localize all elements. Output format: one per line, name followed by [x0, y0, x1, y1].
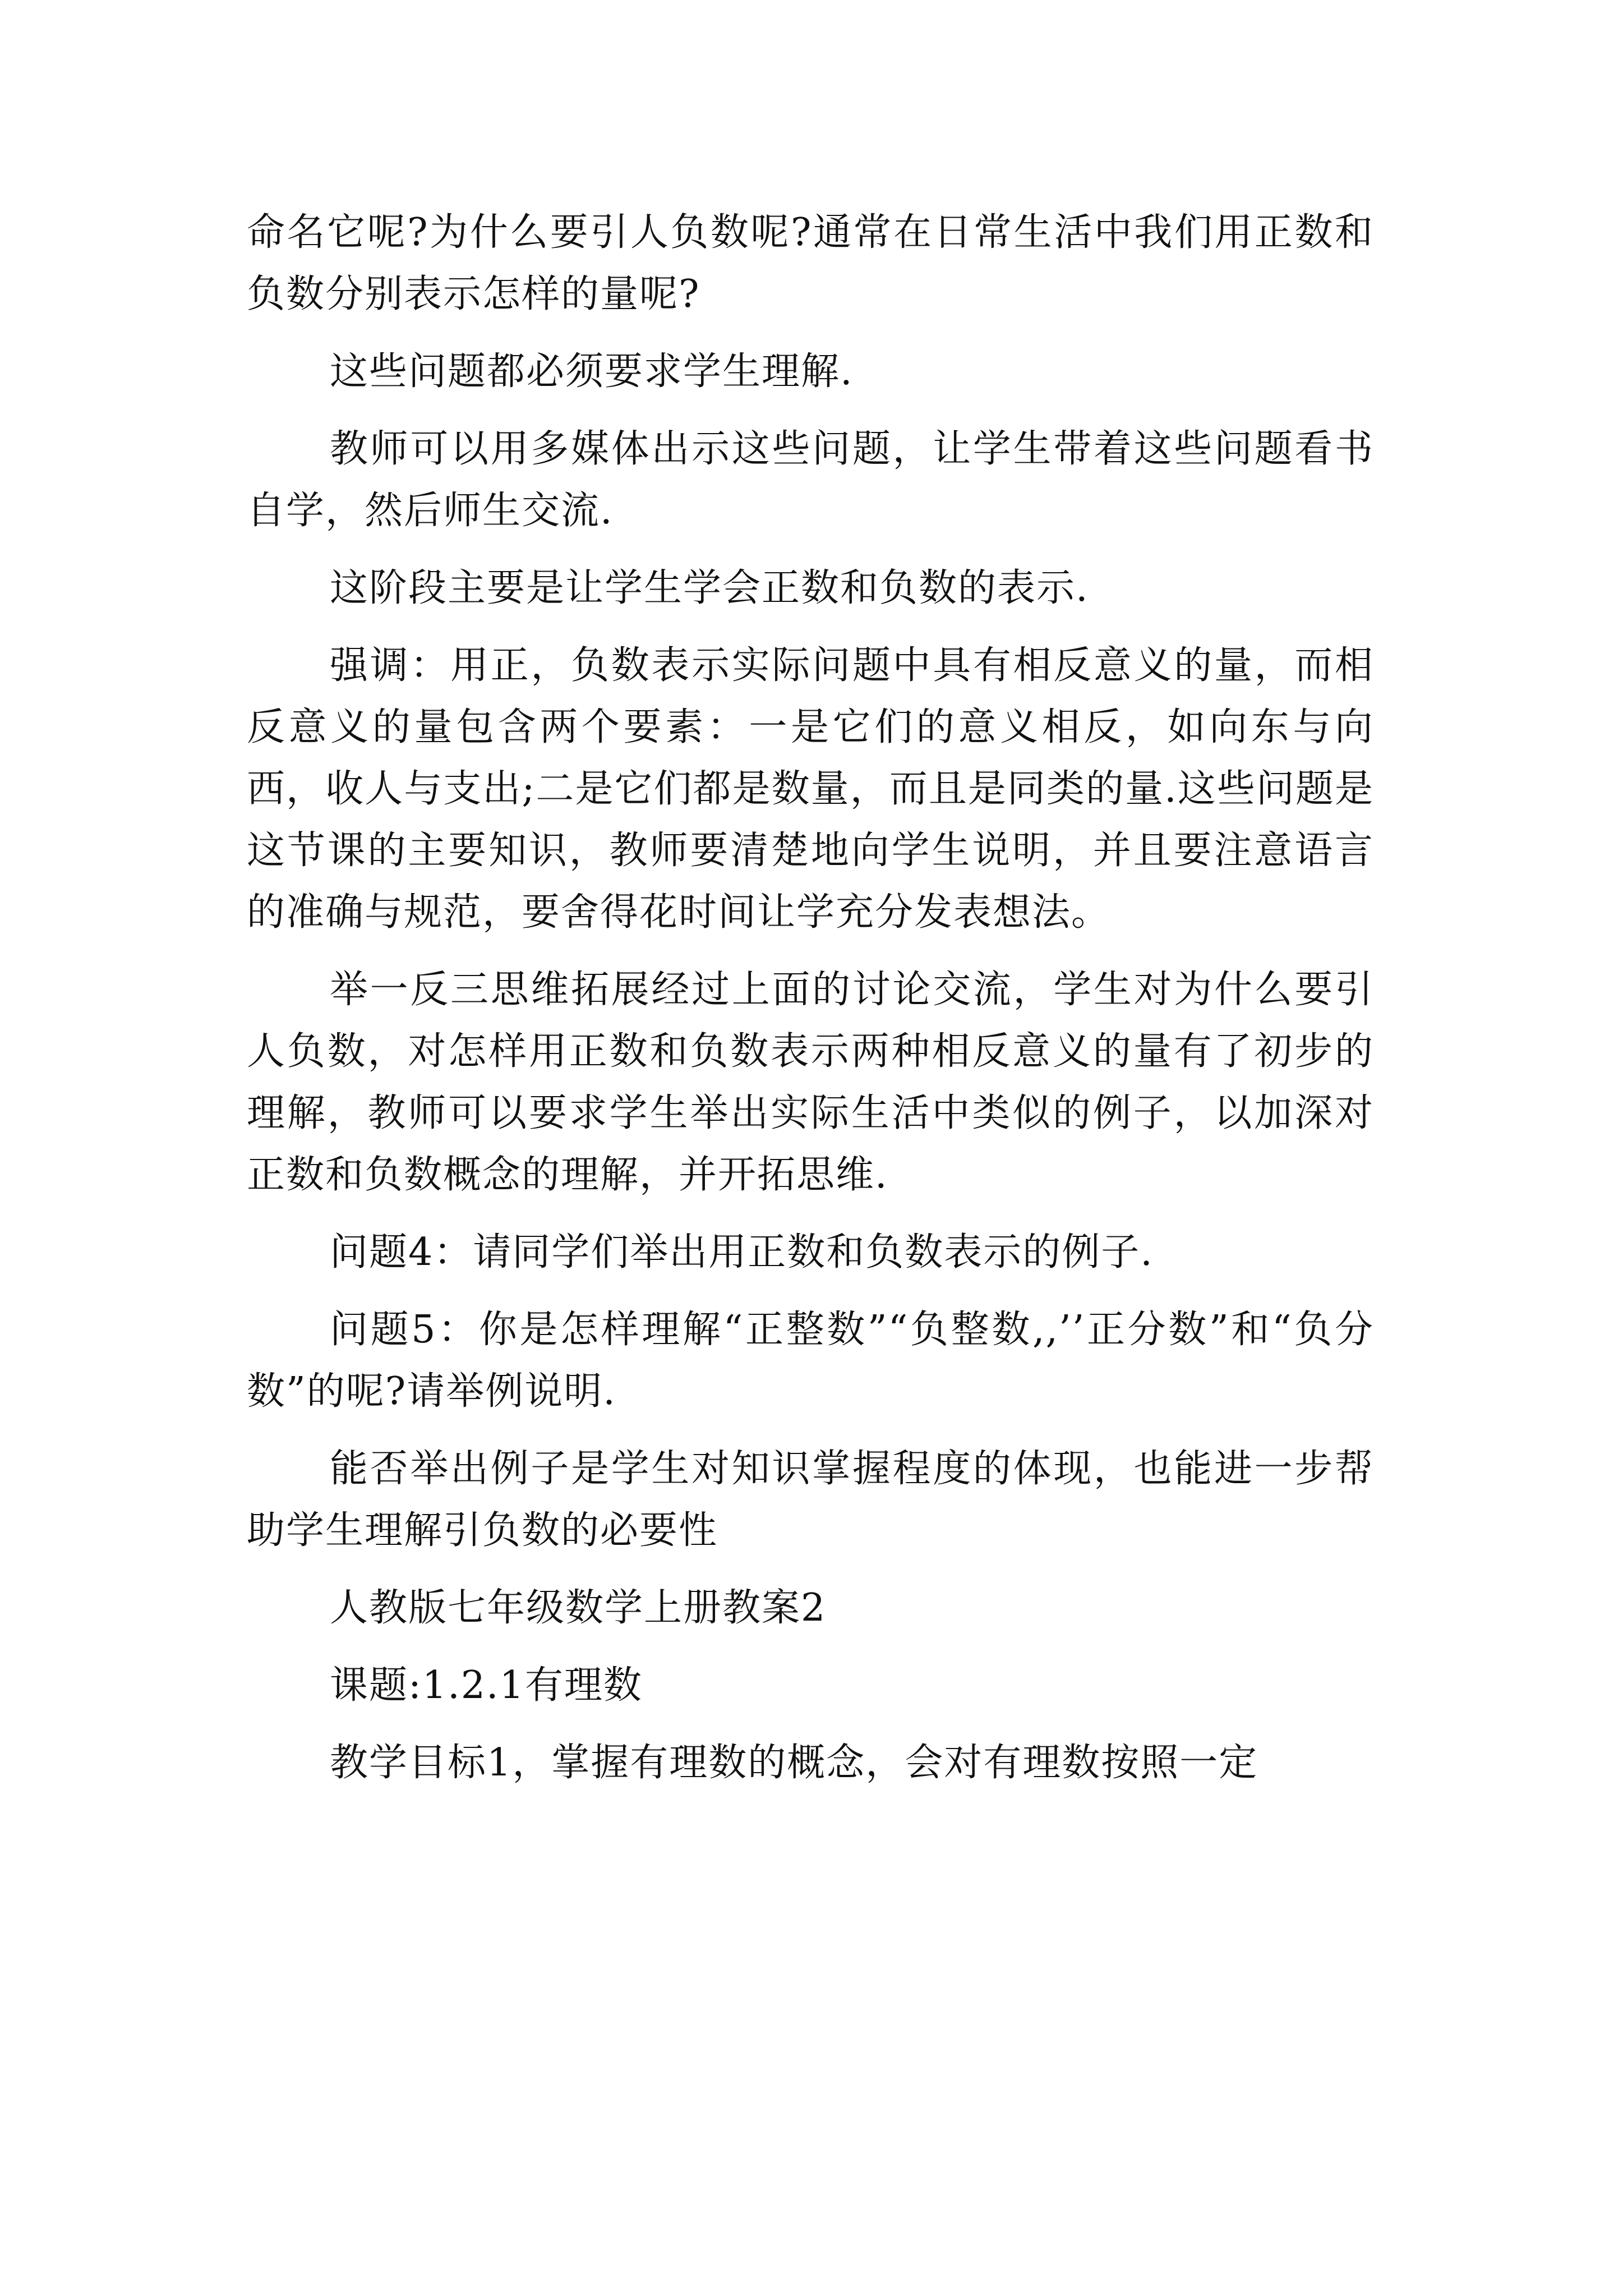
paragraph: 问题5：你是怎样理解“正整数”“负整数,,’’正分数”和“负分数”的呢?请举例说明. — [247, 1308, 1374, 1414]
paragraph: 强调：用正，负数表示实际问题中具有相反意义的量，而相反意义的量包含两个要素：一是它们的意义相反，如向东与向西，收人与支出;二是它们都是数量，而且是同类的量.这些问题是这节课的主要知识，教师要清楚地向学生说明，并且要注意语言的准确与规范，要舍得花时间让学充分发表想法。 — [247, 643, 1374, 935]
paragraph: 这些问题都必须要求学生理解. — [330, 349, 854, 394]
section-title: 人教版七年级数学上册教案2 — [330, 1586, 827, 1630]
paragraph: 教师可以用多媒体出示这些问题，让学生带着这些问题看书自学，然后师生交流. — [247, 427, 1374, 533]
document-body — [247, 202, 1374, 1810]
lesson-topic: 课题:1.2.1有理数 — [330, 1663, 643, 1708]
paragraph: 能否举出例子是学生对知识掌握程度的体现，也能进一步帮助学生理解引负数的必要性 — [247, 1447, 1374, 1553]
paragraph: 教学目标1，掌握有理数的概念，会对有理数按照一定 — [330, 1741, 1258, 1785]
paragraph: 这阶段主要是让学生学会正数和负数的表示. — [330, 566, 1089, 610]
paragraph-continuation: 命名它呢?为什么要引人负数呢?通常在日常生活中我们用正数和负数分别表示怎样的量呢? — [247, 210, 1374, 316]
paragraph: 举一反三思维拓展经过上面的讨论交流，学生对为什么要引人负数，对怎样用正数和负数表示两种相反意义的量有了初步的理解，教师可以要求学生举出实际生活中类似的例子，以加深对正数和负数概念的理解，并开拓思维. — [247, 968, 1374, 1197]
paragraph: 问题4：请同学们举出用正数和负数表示的例子. — [330, 1230, 1154, 1274]
